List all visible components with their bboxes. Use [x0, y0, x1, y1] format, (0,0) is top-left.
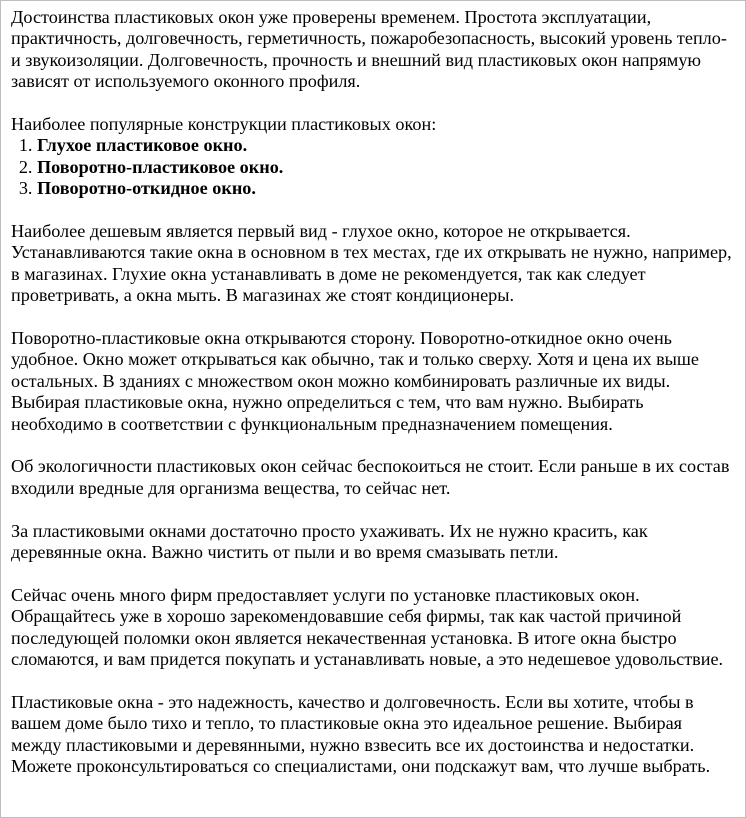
window-types-list — [11, 135, 735, 199]
paragraph-ecology: Об экологичности пластиковых окон сейчас беспокоиться не стоит. Если раньше в их состав входили вредные для организма вещества, то сейчас нет. — [11, 456, 730, 498]
list-item: 2. Поворотно-пластиковое окно. — [37, 157, 735, 178]
paragraph-advantages: Достоинства пластиковых окон уже проверены временем. Простота эксплуатации, практичность, долговечность, герметичность, пожаробезопасность, высокий уровень тепло- и звукоизоляции. Долговечность, прочность и внешний вид пластиковых окон напрямую зависят от используемого оконного профиля. — [11, 7, 727, 92]
paragraph-pivot-windows: Поворотно-пластиковые окна открываются сторону. Поворотно-откидное окно очень удобное. Окно может открываться как обычно, так и только сверху. Хотя и цена их выше остальных. В зданиях с множеством окон можно комбинировать различные их виды. Выбирая пластиковые окна, нужно определиться с тем, что вам нужно. Выбирать необходимо в соответствии с функциональным предназначением помещения. — [11, 328, 699, 434]
paragraph-installation: Сейчас очень много фирм предоставляет услуги по установке пластиковых окон. Обращайтесь уже в хорошо зарекомендовавшие себя фирмы, так как частой причиной последующей поломки окон является некачественная установка. В итоге окна быстро сломаются, и вам придется покупать и устанавливать новые, а это недешевое удовольствие. — [11, 584, 724, 670]
paragraph-conclusion: Пластиковые окна - это надежность, качество и долговечность. Если вы хотите, чтобы в вашем доме было тихо и тепло, то пластиковые окна это идеальное решение. Выбирая между пластиковыми и деревянными, нужно взвесить все их достоинства и недостатки. Можете проконсультироваться со специалистами, они подскажут вам, что лучше выбрать. — [11, 691, 711, 777]
list-item: 3. Поворотно-откидное окно. — [37, 178, 735, 199]
list-intro: Наиболее популярные конструкции пластиковых окон: — [11, 114, 437, 135]
paragraph-fixed-window: Наиболее дешевым является первый вид - глухое окно, которое не открывается. Устанавливаются такие окна в основном в тех местах, где их открывать не нужно, например, в магазинах. Глухие окна устанавливать в доме не рекомендуется, так как следует проветривать, а окна мыть. В магазинах же стоят кондиционеры. — [11, 221, 732, 306]
list-item: 1. Глухое пластиковое окно. — [37, 135, 735, 156]
paragraph-care: За пластиковыми окнами достаточно просто ухаживать. Их не нужно красить, как деревянные окна. Важно чистить от пыли и во время смазывать петли. — [11, 520, 648, 563]
article — [1, 1, 745, 778]
